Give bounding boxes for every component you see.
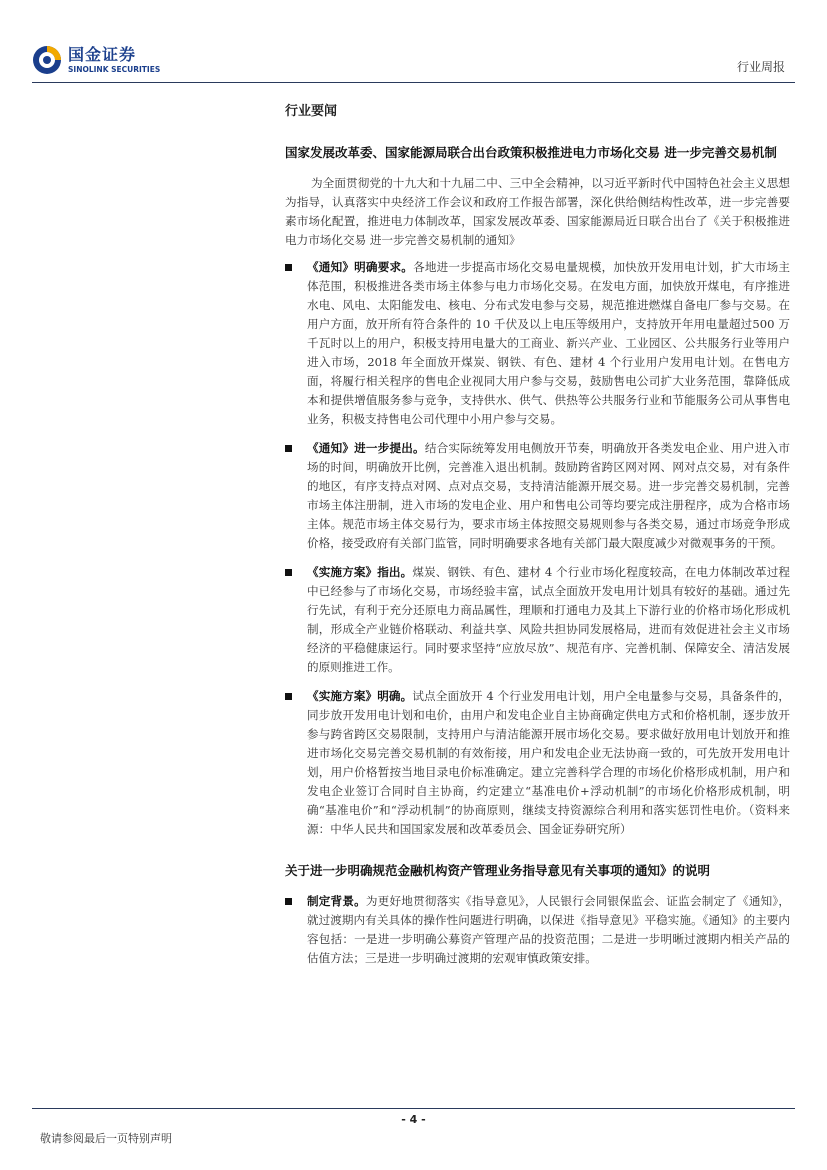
bullet-item bbox=[285, 687, 790, 839]
square-bullet-icon bbox=[285, 264, 292, 271]
footer-divider bbox=[32, 1108, 795, 1109]
bullet-lead: 《实施方案》明确。 bbox=[307, 689, 413, 703]
sinolink-logo-icon bbox=[32, 45, 62, 75]
bullet-lead: 《通知》进一步提出。 bbox=[307, 441, 425, 455]
logo-chinese-name: 国金证券 bbox=[68, 44, 137, 64]
square-bullet-icon bbox=[285, 898, 292, 905]
article-asset-management bbox=[285, 861, 790, 968]
bullet-text: 为更好地贯彻落实《指导意见》，人民银行会同银保监会、证监会制定了《通知》，就过渡期内有关具体的操作性问题进行明确，以保进《指导意见》平稳实施。《通知》的主要内容包括：一是进一步明确公募资产管理产品的投资范围；二是进一步明晰过渡期内相关产品的估值方法；三是进一步明确过渡期的宏观审慎政策安排。 bbox=[307, 894, 790, 965]
page-number: - 4 - bbox=[401, 1113, 426, 1126]
logo-english-name: SINOLINK SECURITIES bbox=[68, 64, 161, 74]
disclaimer-note: 敬请参阅最后一页特别声明 bbox=[40, 1132, 172, 1145]
company-logo bbox=[32, 45, 160, 75]
main-content bbox=[285, 100, 790, 978]
bullet-lead: 《通知》明确要求。 bbox=[307, 260, 414, 274]
article-title: 关于进一步明确规范金融机构资产管理业务指导意见有关事项的通知》的说明 bbox=[285, 863, 711, 878]
square-bullet-icon bbox=[285, 569, 292, 576]
bullet-item bbox=[285, 563, 790, 677]
article-intro: 为全面贯彻党的十九大和十九届二中、三中全会精神，以习近平新时代中国特色社会主义思想为指导，认真落实中央经济工作会议和政府工作报告部署，深化供给侧结构性改革，进一步完善要素市场化配置，推进电力体制改革，国家发展改革委、国家能源局近日联合出台了《关于积极推进电力市场化交易 进一步完善交易机制的通知》 bbox=[285, 176, 790, 247]
bullet-text: 各地进一步提高市场化交易电量规模，加快放开发用电计划，扩大市场主体范围，积极推进各类市场主体参与电力市场化交易。在发电方面，加快放开煤电，有序推进水电、风电、太阳能发电、核电、分布式发电参与交易，规范推进燃煤自备电厂参与交易。在用户方面，放开所有符合条件的 10 千伏及以上电压等级用户，支持放开年用电量超过500 万千瓦时以上的用户，积极支持用电量大的工商业、新兴产业、工业园区、公共服务行业等用户进入市场，2018 年全面放开煤炭、钢铁、有色、建材 4 个行业用户发用电计划。在售电方面，将履行相关程序的售电企业视同大用户参与交易，鼓励售电公司扩大业务范围，靠降低成本和提供增值服务参与竞争，支持供水、供气、供热等公共服务行业和节能服务公司从事售电业务，积极支持售电公司代理中小用户参与交易。 bbox=[307, 260, 790, 426]
bullet-item bbox=[285, 439, 790, 553]
article-power-market bbox=[285, 143, 790, 839]
bullet-lead: 《实施方案》指出。 bbox=[307, 565, 413, 579]
section-title: 行业要闻 bbox=[285, 104, 338, 119]
bullet-text: 结合实际统筹发用电侧放开节奏，明确放开各类发电企业、用户进入市场的时间，明确放开比例，完善准入退出机制。鼓励跨省跨区网对网、网对点交易，对有条件的地区，有序支持点对网、点对点交易，支持清洁能源开展交易。进一步完善交易机制，完善市场主体注册制，进入市场的发电企业、用户和售电公司等均要完成注册程序，成为合格市场主体。规范市场主体交易行为，要求市场主体按照交易规则参与各类交易，通过市场竞争形成价格，接受政府有关部门监管，同时明确要求各地有关部门最大限度减少对微观事务的干预。 bbox=[307, 441, 790, 550]
article-title: 国家发展改革委、国家能源局联合出台政策积极推进电力市场化交易 进一步完善交易机制 bbox=[285, 145, 777, 160]
square-bullet-icon bbox=[285, 445, 292, 452]
bullet-lead: 制定背景。 bbox=[307, 894, 366, 908]
bullet-text: 试点全面放开 4 个行业发用电计划，用户全电量参与交易，具备条件的，同步放开发用电计划和电价，由用户和发电企业自主协商确定供电方式和价格机制，逐步放开参与跨省跨区交易限制，支持用户与清洁能源开展市场化交易。要求做好放用电计划放开和推进市场化交易完善交易机制的有效衔接，用户和发电企业无法协商一致的，可先放开发用电计划，用户价格暂按当地目录电价标准确定。建立完善科学合理的市场化价格形成机制，用户和发电企业签订合同时自主协商，约定建立“基准电价+浮动机制”的市场化价格形成机制，明确“基准电价”和“浮动机制”的协商原则，继续支持资源综合利用和落实惩罚性电价。（资料来源：中华人民共和国国家发展和改革委员会、国金证券研究所） bbox=[307, 689, 790, 836]
page-header bbox=[0, 0, 827, 86]
bullet-item bbox=[285, 892, 790, 968]
report-type-label: 行业周报 bbox=[736, 60, 785, 74]
square-bullet-icon bbox=[285, 693, 292, 700]
bullet-item bbox=[285, 258, 790, 429]
bullet-text: 煤炭、钢铁、有色、建材 4 个行业市场化程度较高，在电力体制改革过程中已经参与了市场化交易，市场经验丰富，试点全面放开发电用计划具有较好的基础。通过先行先试，有利于充分还原电力商品属性，理顺和打通电力及其上下游行业的价格市场化形成机制，形成全产业链价格联动、利益共享、风险共担协同发展格局，进而有效促进社会主义市场经济的平稳健康运行。同时要求坚持“应放尽放”、规范有序、完善机制、保障安全、清洁发展的原则推进工作。 bbox=[307, 565, 790, 674]
header-divider bbox=[32, 82, 795, 83]
